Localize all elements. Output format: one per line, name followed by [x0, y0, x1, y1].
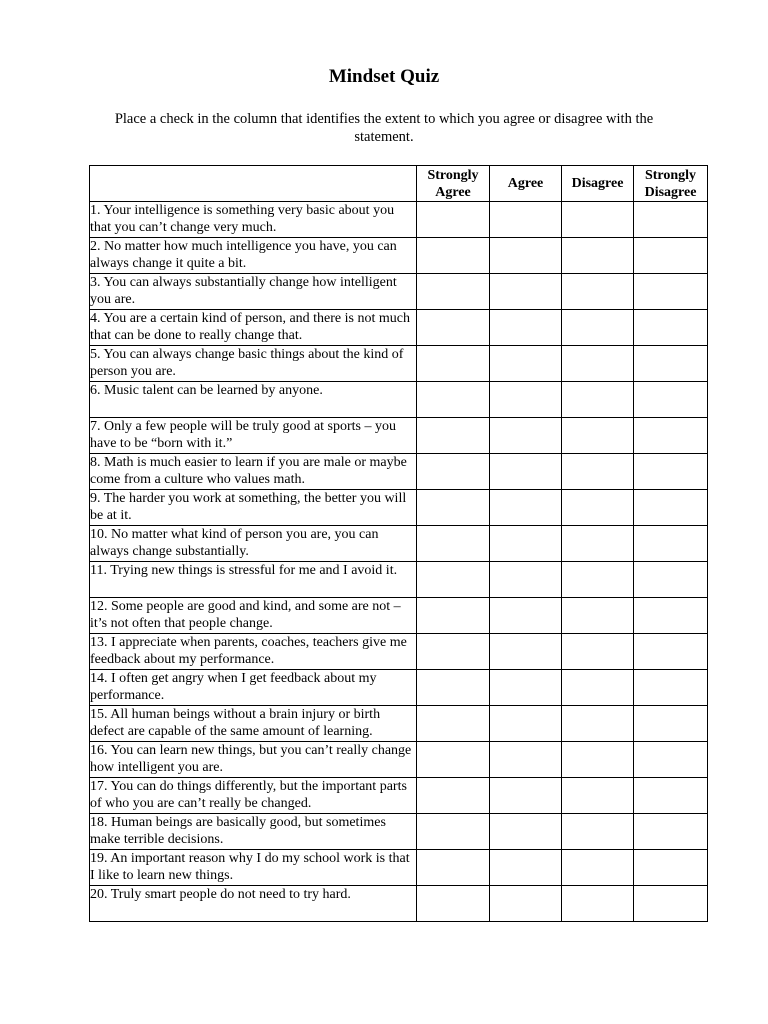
answer-cell-disagree[interactable]: [562, 562, 634, 598]
answer-cell-strongly-agree[interactable]: [417, 346, 490, 382]
answer-cell-disagree[interactable]: [562, 490, 634, 526]
answer-cell-disagree[interactable]: [562, 814, 634, 850]
answer-cell-strongly-disagree[interactable]: [634, 238, 708, 274]
statement-text: 17. You can do things differently, but the important parts of who you are can’t really be changed.: [90, 778, 417, 814]
table-row: [90, 886, 708, 922]
answer-cell-disagree[interactable]: [562, 202, 634, 238]
answer-cell-strongly-agree[interactable]: [417, 454, 490, 490]
statement-text: 5. You can always change basic things about the kind of person you are.: [90, 346, 417, 382]
instructions-text: Place a check in the column that identifies the extent to which you agree or disagree with the statement.: [114, 111, 654, 145]
statement-text: 3. You can always substantially change how intelligent you are.: [90, 274, 417, 310]
answer-cell-strongly-agree[interactable]: [417, 418, 490, 454]
answer-cell-strongly-disagree[interactable]: [634, 634, 708, 670]
answer-cell-agree[interactable]: [490, 310, 562, 346]
answer-cell-agree[interactable]: [490, 598, 562, 634]
statement-text: 20. Truly smart people do not need to try hard.: [90, 886, 417, 922]
answer-cell-strongly-agree[interactable]: [417, 598, 490, 634]
statement-text: 11. Trying new things is stressful for me and I avoid it.: [90, 562, 417, 598]
answer-cell-strongly-agree[interactable]: [417, 310, 490, 346]
answer-cell-strongly-disagree[interactable]: [634, 706, 708, 742]
answer-cell-agree[interactable]: [490, 238, 562, 274]
answer-cell-disagree[interactable]: [562, 346, 634, 382]
statement-text: 7. Only a few people will be truly good at sports – you have to be “born with it.”: [90, 418, 417, 454]
answer-cell-strongly-disagree[interactable]: [634, 454, 708, 490]
page-title: Mindset Quiz: [328, 66, 440, 87]
answer-cell-strongly-agree[interactable]: [417, 886, 490, 922]
statement-text: 10. No matter what kind of person you are, you can always change substantially.: [90, 526, 417, 562]
answer-cell-agree[interactable]: [490, 778, 562, 814]
column-header-strongly-agree: Strongly Agree: [417, 166, 490, 202]
table-row: [90, 382, 708, 418]
answer-cell-agree[interactable]: [490, 850, 562, 886]
table-row: [90, 598, 708, 634]
statement-text: 4. You are a certain kind of person, and there is not much that can be done to really change that.: [90, 310, 417, 346]
table-row: [90, 634, 708, 670]
answer-cell-agree[interactable]: [490, 562, 562, 598]
answer-cell-strongly-agree[interactable]: [417, 778, 490, 814]
table-row: [90, 670, 708, 706]
answer-cell-agree[interactable]: [490, 346, 562, 382]
answer-cell-disagree[interactable]: [562, 382, 634, 418]
answer-cell-agree[interactable]: [490, 202, 562, 238]
answer-cell-strongly-disagree[interactable]: [634, 382, 708, 418]
answer-cell-strongly-disagree[interactable]: [634, 310, 708, 346]
answer-cell-strongly-disagree[interactable]: [634, 202, 708, 238]
answer-cell-agree[interactable]: [490, 814, 562, 850]
answer-cell-strongly-disagree[interactable]: [634, 598, 708, 634]
statement-text: 15. All human beings without a brain injury or birth defect are capable of the same amount of learning.: [90, 706, 417, 742]
answer-cell-agree[interactable]: [490, 418, 562, 454]
answer-cell-strongly-disagree[interactable]: [634, 670, 708, 706]
header-row: [90, 166, 708, 202]
answer-cell-strongly-disagree[interactable]: [634, 778, 708, 814]
answer-cell-disagree[interactable]: [562, 670, 634, 706]
answer-cell-strongly-agree[interactable]: [417, 274, 490, 310]
answer-cell-agree[interactable]: [490, 742, 562, 778]
answer-cell-agree[interactable]: [490, 490, 562, 526]
statement-text: 2. No matter how much intelligence you have, you can always change it quite a bit.: [90, 238, 417, 274]
column-header-disagree: Disagree: [562, 166, 634, 202]
table-row: [90, 526, 708, 562]
table-row: [90, 202, 708, 238]
statement-text: 16. You can learn new things, but you can’t really change how intelligent you are.: [90, 742, 417, 778]
answer-cell-strongly-disagree[interactable]: [634, 526, 708, 562]
statement-text: 1. Your intelligence is something very basic about you that you can’t change very much.: [90, 202, 417, 238]
answer-cell-strongly-agree[interactable]: [417, 382, 490, 418]
answer-cell-agree[interactable]: [490, 634, 562, 670]
answer-cell-disagree[interactable]: [562, 886, 634, 922]
answer-cell-strongly-agree[interactable]: [417, 670, 490, 706]
answer-cell-strongly-agree[interactable]: [417, 850, 490, 886]
answer-cell-strongly-disagree[interactable]: [634, 346, 708, 382]
answer-cell-strongly-agree[interactable]: [417, 814, 490, 850]
statement-text: 9. The harder you work at something, the better you will be at it.: [90, 490, 417, 526]
column-header-strongly-disagree: Strongly Disagree: [634, 166, 708, 202]
answer-cell-strongly-agree[interactable]: [417, 742, 490, 778]
answer-cell-disagree[interactable]: [562, 418, 634, 454]
answer-cell-disagree[interactable]: [562, 526, 634, 562]
answer-cell-agree[interactable]: [490, 454, 562, 490]
table-row: [90, 490, 708, 526]
answer-cell-agree[interactable]: [490, 706, 562, 742]
answer-cell-strongly-agree[interactable]: [417, 562, 490, 598]
answer-cell-disagree[interactable]: [562, 850, 634, 886]
answer-cell-disagree[interactable]: [562, 598, 634, 634]
answer-cell-strongly-agree[interactable]: [417, 706, 490, 742]
answer-cell-disagree[interactable]: [562, 706, 634, 742]
answer-cell-strongly-disagree[interactable]: [634, 850, 708, 886]
answer-cell-disagree[interactable]: [562, 274, 634, 310]
table-row: [90, 778, 708, 814]
answer-cell-strongly-agree[interactable]: [417, 634, 490, 670]
table-row: [90, 850, 708, 886]
answer-cell-agree[interactable]: [490, 670, 562, 706]
answer-cell-strongly-agree[interactable]: [417, 238, 490, 274]
table-row: [90, 742, 708, 778]
statement-text: 6. Music talent can be learned by anyone.: [90, 382, 417, 418]
answer-cell-strongly-disagree[interactable]: [634, 742, 708, 778]
table-row: [90, 814, 708, 850]
quiz-table: [89, 165, 708, 922]
answer-cell-strongly-disagree[interactable]: [634, 418, 708, 454]
statement-text: 8. Math is much easier to learn if you are male or maybe come from a culture who values math.: [90, 454, 417, 490]
statement-text: 12. Some people are good and kind, and some are not – it’s not often that people change.: [90, 598, 417, 634]
answer-cell-strongly-disagree[interactable]: [634, 274, 708, 310]
answer-cell-strongly-agree[interactable]: [417, 202, 490, 238]
table-row: [90, 454, 708, 490]
answer-cell-disagree[interactable]: [562, 310, 634, 346]
answer-cell-strongly-disagree[interactable]: [634, 886, 708, 922]
table-row: [90, 562, 708, 598]
table-row: [90, 274, 708, 310]
answer-cell-strongly-disagree[interactable]: [634, 490, 708, 526]
answer-cell-disagree[interactable]: [562, 238, 634, 274]
table-row: [90, 418, 708, 454]
quiz-body: [90, 202, 708, 922]
statement-text: 19. An important reason why I do my school work is that I like to learn new things.: [90, 850, 417, 886]
answer-cell-disagree[interactable]: [562, 634, 634, 670]
answer-cell-strongly-agree[interactable]: [417, 490, 490, 526]
table-row: [90, 310, 708, 346]
answer-cell-agree[interactable]: [490, 274, 562, 310]
statement-text: 13. I appreciate when parents, coaches, teachers give me feedback about my performance.: [90, 634, 417, 670]
answer-cell-disagree[interactable]: [562, 778, 634, 814]
answer-cell-disagree[interactable]: [562, 742, 634, 778]
statement-text: 18. Human beings are basically good, but sometimes make terrible decisions.: [90, 814, 417, 850]
answer-cell-disagree[interactable]: [562, 454, 634, 490]
answer-cell-agree[interactable]: [490, 382, 562, 418]
column-header-agree: Agree: [490, 166, 562, 202]
answer-cell-strongly-disagree[interactable]: [634, 814, 708, 850]
statement-header-cell: [90, 166, 417, 202]
answer-cell-agree[interactable]: [490, 526, 562, 562]
table-row: [90, 346, 708, 382]
statement-text: 14. I often get angry when I get feedback about my performance.: [90, 670, 417, 706]
answer-cell-strongly-agree[interactable]: [417, 526, 490, 562]
table-row: [90, 706, 708, 742]
table-row: [90, 238, 708, 274]
answer-cell-strongly-disagree[interactable]: [634, 562, 708, 598]
answer-cell-agree[interactable]: [490, 886, 562, 922]
